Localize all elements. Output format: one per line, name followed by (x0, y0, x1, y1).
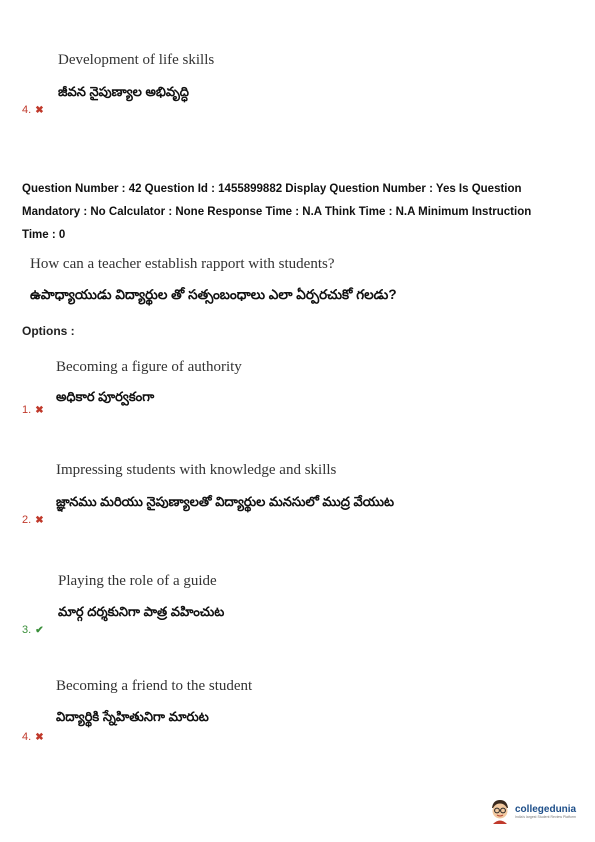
metadata-line: Time : 0 (22, 229, 66, 241)
prev-option-english: Development of life skills (58, 52, 215, 68)
prev-option-telugu: జీవన నైపుణ్యాల అభివృద్ధి (58, 84, 189, 99)
question-text-english: How can a teacher establish rapport with students? (30, 256, 335, 272)
metadata-line: Question Number : 42 Question Id : 1455899882 Display Question Number : Yes Is Question (22, 183, 522, 195)
option-2-telugu: జ్ఞానము మరియు నైపుణ్యాలతో విద్యార్థుల మనసులో ముద్ర వేయుట (56, 494, 394, 509)
options-label: Options : (22, 324, 75, 338)
option-2-english: Impressing students with knowledge and skills (56, 462, 337, 478)
option-number-label: 1. (22, 404, 32, 416)
collegedunia-logo (489, 798, 576, 824)
cross-icon: ✖ (35, 104, 44, 116)
option-1-number (22, 404, 44, 416)
option-4-number (22, 731, 44, 743)
option-4-telugu: విద్యార్థికి స్నేహితునిగా మారుట (56, 709, 209, 724)
metadata-line: Mandatory : No Calculator : None Response Time : N.A Think Time : N.A Minimum Instruction (22, 206, 532, 218)
logo-brand: collegedunia (515, 803, 577, 815)
option-1-telugu: అధికార పూర్వకంగా (56, 389, 155, 404)
question-metadata (22, 178, 582, 247)
cross-icon: ✖ (35, 731, 44, 743)
cross-icon: ✖ (35, 514, 44, 526)
mascot-icon (489, 798, 511, 824)
cross-icon: ✖ (35, 404, 44, 416)
option-number-label: 2. (22, 514, 32, 526)
option-1-english: Becoming a figure of authority (56, 359, 242, 375)
prev-option-number (22, 104, 44, 116)
option-3-english: Playing the role of a guide (58, 573, 217, 589)
logo-tagline: India's largest Student Review Platform (515, 814, 576, 819)
question-text-telugu: ఉపాధ్యాయుడు విద్యార్థుల తో సత్సంబంధాలు ఎలా ఏర్పరచుకో గలడు? (30, 287, 397, 302)
option-2-number (22, 514, 44, 526)
option-3-number (22, 624, 44, 636)
option-number-label: 3. (22, 624, 32, 636)
option-number-label: 4. (22, 104, 32, 116)
option-3-telugu: మార్గ దర్శకునిగా పాత్ర వహించుట (58, 604, 225, 619)
check-icon: ✔ (35, 624, 44, 636)
option-number-label: 4. (22, 731, 32, 743)
option-4-english: Becoming a friend to the student (56, 678, 253, 694)
